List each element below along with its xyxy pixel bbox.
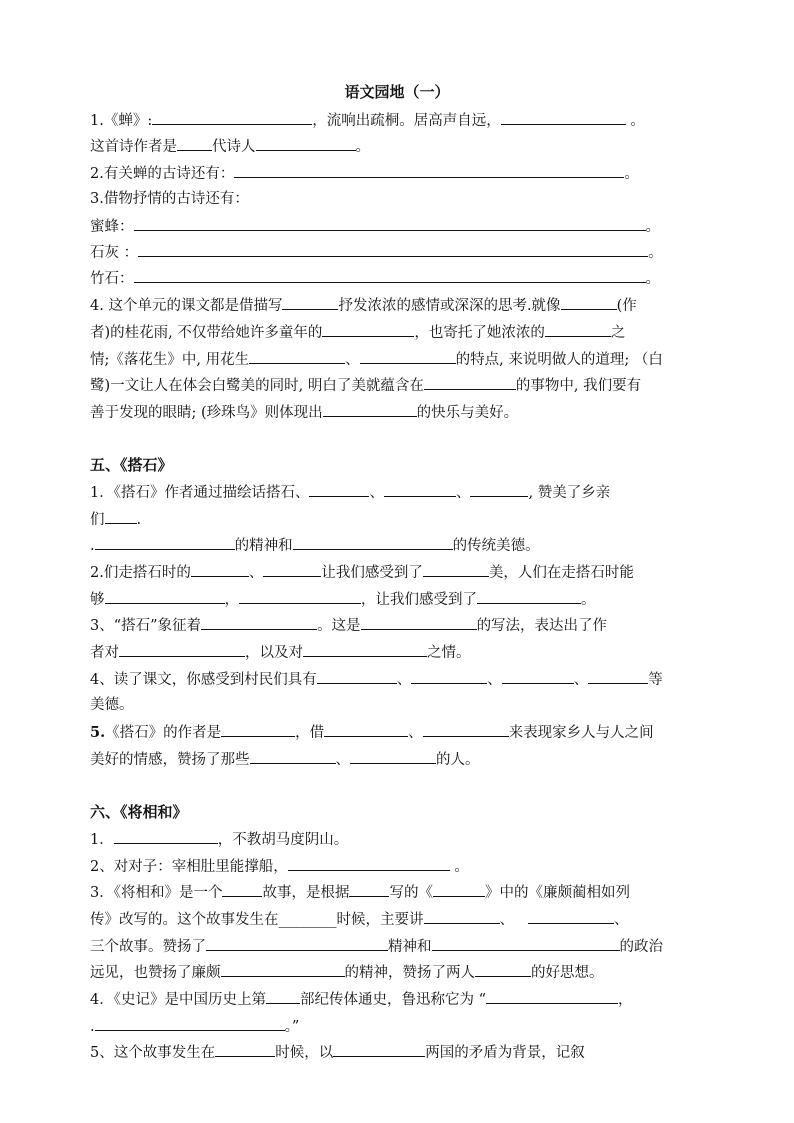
garden-q3: 3.借物抒情的古诗还有： — [90, 191, 249, 207]
blank[interactable] — [221, 962, 345, 977]
blank[interactable] — [263, 562, 321, 577]
garden-q3-item-lime: 石灰 ： 。 — [90, 242, 663, 263]
blank[interactable] — [95, 535, 235, 550]
blank[interactable] — [215, 1042, 275, 1057]
s5-q5-line1: 5.《搭石》的作者是 ，借 、 来表现家乡人与人之间 — [90, 724, 654, 741]
garden-q4-line3: 情;《落花生》中, 用花生 、 的特点, 来说明做人的道理; （白 — [90, 349, 663, 370]
blank[interactable] — [221, 722, 295, 737]
blank[interactable] — [201, 615, 317, 630]
s6-q3-line2: 传》改写的。这个故事发生在________时候，主要讲 、 、 — [90, 909, 629, 930]
blank[interactable] — [502, 669, 574, 684]
blank[interactable] — [322, 322, 414, 337]
blank[interactable] — [105, 589, 225, 604]
blank[interactable] — [317, 669, 397, 684]
garden-q3-item-bamboo: 竹石： 。 — [90, 268, 660, 289]
s6-q2: 2、对对子：宰相肚里能撑船， 。 — [90, 856, 469, 877]
blank[interactable] — [206, 936, 388, 951]
garden-q1-line1: 1.《蝉》: ，流响出疏桐。居高声自远， 。 — [90, 110, 645, 131]
blank[interactable] — [432, 936, 620, 951]
blank[interactable] — [433, 882, 485, 897]
blank[interactable] — [288, 856, 450, 871]
blank[interactable] — [138, 242, 648, 257]
garden-q2: 2.有关蝉的古诗还有： 。 — [90, 163, 639, 184]
s5-q2-line2: 够 ， ，让我们感受到了 。 — [90, 589, 596, 610]
s6-q4-line2: . 。” — [90, 1016, 299, 1037]
blank[interactable] — [177, 136, 212, 151]
blank[interactable] — [95, 1016, 285, 1031]
blank[interactable] — [477, 589, 581, 604]
s5-q1-line1: 1．《搭石》作者通过描绘话搭石、 、 、 , 赞美了乡亲 — [90, 482, 610, 503]
blank[interactable] — [350, 749, 436, 764]
blank[interactable] — [384, 482, 456, 497]
blank[interactable] — [486, 989, 618, 1004]
s5-q2-line1: 2.们走搭石时的 、 让我们感受到了 美，人们在走搭石时能 — [90, 562, 634, 583]
s5-q3-line2: 者对 ，以及对 之情。 — [90, 642, 471, 663]
blank[interactable] — [323, 402, 417, 417]
blank[interactable] — [239, 589, 361, 604]
blank[interactable] — [361, 615, 477, 630]
blank[interactable] — [282, 295, 338, 310]
blank[interactable] — [191, 562, 249, 577]
blank[interactable] — [119, 642, 245, 657]
blank[interactable] — [423, 722, 509, 737]
s5-q4-line2: 美德。 — [90, 697, 134, 713]
blank[interactable] — [134, 268, 646, 283]
section-six-heading: 六、《将相和》 — [90, 803, 188, 821]
garden-q1-line2: 这首诗作者是 代诗人 。 — [90, 136, 370, 157]
s5-q4-line1: 4、读了课文，你感受到村民们具有 、 、 、 等 — [90, 669, 663, 690]
blank[interactable] — [475, 962, 531, 977]
blank[interactable] — [234, 163, 624, 178]
blank[interactable] — [501, 110, 626, 125]
s5-q1-line3: . 的精神和 的传统美德。 — [90, 535, 540, 556]
s6-q3-line3: 三个故事。赞扬了 精神和 的政治 — [90, 936, 663, 957]
blank[interactable] — [250, 749, 336, 764]
blank[interactable] — [309, 482, 369, 497]
s6-q4-line1: 4．《史记》是中国历史上第 部纪传体通史，鲁迅称它为 “ ， — [90, 989, 633, 1010]
s6-q3-line1: 3．《将相和》是一个 故事，是根据 写的《 》中的《廉颇蔺相如列 — [90, 882, 630, 903]
blank[interactable] — [528, 909, 614, 924]
blank[interactable] — [423, 562, 489, 577]
blank[interactable] — [134, 216, 646, 231]
s6-q1: 1． ，不教胡马度阴山。 — [90, 829, 348, 850]
s6-q5-line1: 5、这个故事发生在 时候，以 两国的矛盾为背景，记叙 — [90, 1042, 585, 1063]
garden-q4-line2: 者)的桂花雨, 不仅带给她许多童年的 ，也寄托了她浓浓的 之 — [90, 322, 625, 343]
blank[interactable] — [152, 110, 312, 125]
blank[interactable] — [349, 882, 389, 897]
blank[interactable] — [249, 349, 345, 364]
blank[interactable] — [424, 375, 516, 390]
section-five-heading: 五、《搭石》 — [90, 456, 173, 474]
page-title: 语文园地（一） — [344, 83, 450, 101]
blank[interactable] — [470, 482, 528, 497]
blank[interactable] — [114, 829, 218, 844]
blank[interactable] — [105, 509, 137, 524]
garden-q4-line1: 4. 这个单元的课文都是借描写 抒发浓浓的感情或深深的思考.就像 (作 — [90, 295, 637, 316]
blank[interactable] — [424, 909, 500, 924]
blank[interactable] — [324, 722, 408, 737]
garden-q4-line4: 鹭)一文让人在体会白鹭美的同时, 明白了美就蕴含在 的事物中, 我们要有 — [90, 375, 641, 396]
blank[interactable] — [222, 882, 262, 897]
blank[interactable] — [561, 295, 617, 310]
blank[interactable] — [256, 136, 356, 151]
blank[interactable] — [333, 1042, 425, 1057]
garden-q3-item-bee: 蜜蜂： 。 — [90, 216, 660, 237]
blank[interactable] — [293, 535, 453, 550]
s6-q3-line4: 远见，也赞扬了廉颇 的精神，赞扬了两人 的好思想。 — [90, 962, 604, 983]
garden-q4-line5: 善于发现的眼睛; (珍珠鸟》则体现出 的快乐与美好。 — [90, 402, 518, 423]
blank[interactable] — [303, 642, 427, 657]
blank[interactable] — [360, 349, 456, 364]
blank[interactable] — [588, 669, 648, 684]
s5-q3-line1: 3、“搭石”象征着 。这是 的写法，表达出了作 — [90, 615, 607, 636]
blank[interactable] — [545, 322, 611, 337]
s5-q1-line2: 们 . — [90, 509, 141, 530]
s5-q5-line2: 美好的情感，赞扬了那些 、 的人。 — [90, 749, 480, 770]
blank[interactable] — [266, 989, 300, 1004]
blank[interactable] — [411, 669, 487, 684]
